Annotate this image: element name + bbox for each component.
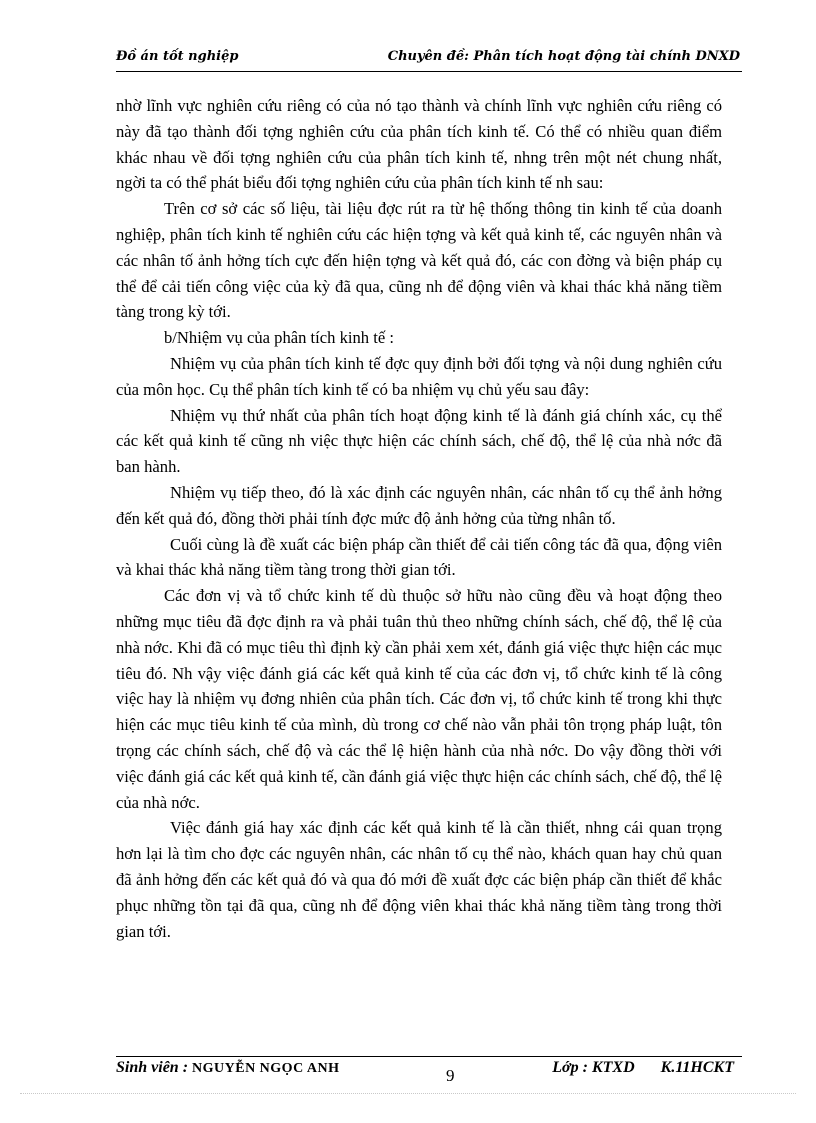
paragraph: Cuối cùng là đề xuất các biện pháp cần thiết để cải tiến công tác đã qua, động viên và khai thác khả năng tiềm tàng trong thời gian tới. <box>116 534 722 580</box>
paragraph: Các đơn vị và tổ chức kinh tế dù thuộc sở hữu nào cũng đều và hoạt động theo những mục tiêu đã đợc định ra và phải tuân thủ theo những chính sách, chế độ, thể lệ của nhà nớc. Khi đã có mục tiêu thì định kỳ cần phải xem xét, đánh giá việc thực hiện các mục tiêu đó. Nh vậy việc đánh giá các kết quả kinh tế của các đơn vị, tổ chức kinh tế là công việc hay là nhiệm vụ đơng nhiên của phân tích. Các đơn vị, tổ chức kinh tế trong khi thực hiện các mục tiêu kinh tế của mình, dù trong cơ chế nào vẫn phải tôn trọng pháp luật, tôn trọng các chính sách, chế độ và các thể lệ hiện hành của nhà nớc. Do vậy đồng thời với việc đánh giá các kết quả kinh tế, cần đánh giá việc thực hiện các chính sách, chế độ, thể lệ của nhà nớc. <box>116 586 722 812</box>
header-right-title: Chuyên đề: Phân tích hoạt động tài chính DNXD <box>387 49 740 64</box>
paragraph: Nhiệm vụ thứ nhất của phân tích hoạt động kinh tế là đánh giá chính xác, cụ thể các kết quả kinh tế cũng nh việc thực hiện các chính sách, chế độ, thể lệ của nhà nớc đã ban hành. <box>116 405 722 477</box>
footer-class <box>552 1059 734 1077</box>
paragraph: nhờ lĩnh vực nghiên cứu riêng có của nó tạo thành và chính lĩnh vực nghiên cứu riêng có này đã tạo thành đối tợng nghiên cứu của phân tích kinh tế. Có thể có nhiều quan điểm khác nhau về đối tợng nghiên cứu của phân tích kinh tế, nhng trên một nét chung nhất, ngời ta có thể phát biểu đối tợng nghiên cứu của phân tích kinh tế nh sau: <box>116 96 722 193</box>
class-label: Lớp : KTXD <box>552 1059 635 1076</box>
paragraph: Nhiệm vụ tiếp theo, đó là xác định các nguyên nhân, các nhân tố cụ thể ảnh hởng đến kết quả đó, đồng thời phải tính đợc mức độ ảnh hởng của từng nhân tố. <box>116 482 722 528</box>
student-name: NGUYỄN NGỌC ANH <box>192 1061 340 1076</box>
paragraph: Nhiệm vụ của phân tích kinh tế đợc quy định bởi đối tợng và nội dung nghiên cứu của môn học. Cụ thể phân tích kinh tế có ba nhiệm vụ chủ yếu sau đây: <box>116 353 722 399</box>
class-code: K.11HCKT <box>660 1059 734 1076</box>
section-subheading <box>116 325 722 351</box>
student-label: Sinh viên : <box>116 1059 193 1076</box>
subheading-label: b/ <box>164 328 177 348</box>
page-header <box>116 49 742 72</box>
footer-student <box>116 1059 340 1077</box>
bottom-dotted-rule <box>20 1093 796 1094</box>
subheading-title: Nhiệm vụ của phân tích kinh tế : <box>176 328 394 348</box>
paragraph: Việc đánh giá hay xác định các kết quả kinh tế là cần thiết, nhng cái quan trọng hơn lại là tìm cho đợc các nguyên nhân, các nhân tố cụ thể nào, khách quan hay chủ quan đã ảnh hởng đến các kết quả đó và qua đó mới đề xuất đợc các biện pháp cần thiết để khắc phục những tồn tại đã qua, cũng nh để động viên khai thác khả năng tiềm tàng trong thời gian tới. <box>116 818 722 941</box>
footer-divider <box>116 1056 742 1057</box>
header-left-title: Đồ án tốt nghiệp <box>116 49 239 64</box>
page-footer <box>116 1059 742 1087</box>
page-number: 9 <box>446 1066 455 1085</box>
body-text <box>116 93 722 944</box>
paragraph: Trên cơ sở các số liệu, tài liệu đợc rút ra từ hệ thống thông tin kinh tế của doanh nghiệp, phân tích kinh tế nghiên cứu các hiện tợng và kết quả kinh tế, các nguyên nhân và các nhân tố ảnh hởng tích cực đến hiện tợng và kết quả đó, các con đờng và biện pháp cụ thể để cải tiến công việc của kỳ đã qua, cũng nh để động viên và khai thác khả năng tiềm tàng trong kỳ tới. <box>116 199 722 322</box>
